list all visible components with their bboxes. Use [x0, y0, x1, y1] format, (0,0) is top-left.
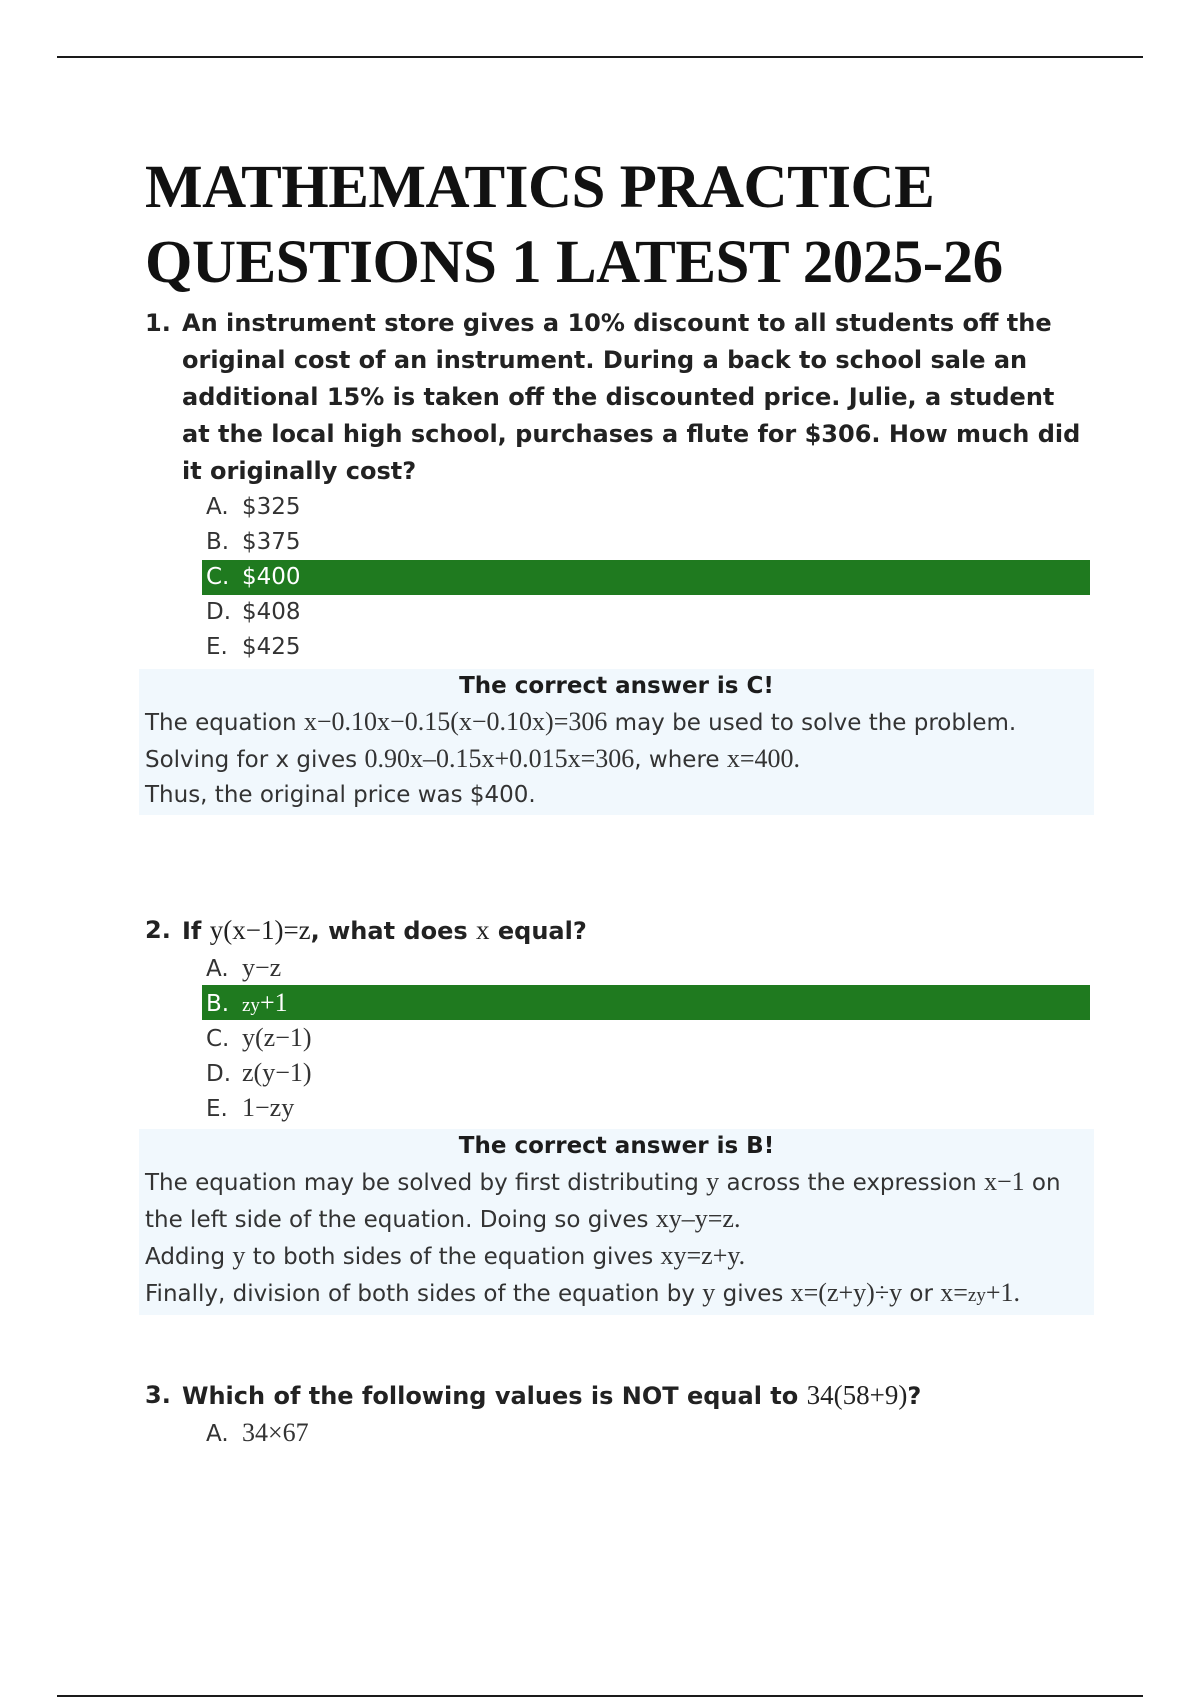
text: on — [1024, 1170, 1061, 1196]
option-a — [202, 1415, 1090, 1450]
option-text: $375 — [242, 529, 301, 555]
options-list — [202, 950, 1090, 1125]
text: or — [902, 1281, 941, 1307]
explanation-line — [145, 1238, 1088, 1275]
option-d — [202, 1055, 1090, 1090]
variable: y — [232, 1241, 246, 1270]
option-letter: D. — [206, 1061, 232, 1087]
equation: y(z−1) — [242, 1023, 312, 1052]
text: to both sides of the equation gives — [245, 1244, 661, 1270]
equation: +1. — [985, 1278, 1021, 1307]
text: Finally, division of both sides of the equation by — [145, 1281, 703, 1307]
equation: z(y−1) — [242, 1058, 312, 1087]
option-text: $408 — [242, 599, 301, 625]
options-list — [202, 1415, 1090, 1450]
title-line-2: QUESTIONS 1 LATEST 2025-26 — [145, 229, 1003, 296]
explanation-line — [145, 704, 1088, 741]
equation: x−0.10x−0.15(x−0.10x)=306 — [303, 707, 608, 736]
option-a — [202, 490, 1090, 525]
answer-heading: The correct answer is B! — [458, 1133, 775, 1159]
fraction: zy — [967, 1285, 986, 1306]
text: Which of the following values is NOT equal to — [182, 1382, 807, 1410]
equation: x= — [940, 1278, 968, 1307]
top-rule — [57, 56, 1143, 58]
text: gives — [715, 1281, 791, 1307]
question-number: 3. — [145, 1381, 171, 1409]
question-3 — [145, 1377, 1090, 1415]
equation: 34×67 — [242, 1418, 309, 1447]
explanation-line — [145, 741, 1088, 778]
option-letter: C. — [206, 564, 230, 590]
option-text — [242, 988, 288, 1017]
option-text — [242, 953, 282, 982]
question-text: An instrument store gives a 10% discount to all students off the original cost of an instrument. During a back to school sale an additional 15% is taken off the discounted price. Julie, a student at the local high school, purchases a flute for $306. How much did it originally cost? — [182, 309, 1081, 485]
text: equal? — [489, 917, 587, 945]
option-a — [202, 950, 1090, 985]
option-b — [202, 525, 1090, 560]
option-letter: E. — [206, 1096, 228, 1122]
equation: 34(58+9) — [806, 1380, 908, 1410]
question-1 — [145, 305, 1090, 490]
text: The equation may be solved by first distributing — [145, 1170, 707, 1196]
explanation-line — [145, 1164, 1088, 1201]
option-e — [202, 1090, 1090, 1125]
equation: xy=z+y. — [660, 1241, 746, 1270]
equation: 1−zy — [242, 1093, 295, 1122]
variable: y — [706, 1167, 720, 1196]
option-letter: D. — [206, 599, 232, 625]
option-d — [202, 595, 1090, 630]
text: , what does — [310, 917, 476, 945]
equation: x−1 — [983, 1167, 1025, 1196]
bottom-rule — [57, 1695, 1143, 1697]
variable: x — [476, 915, 490, 945]
text: If — [182, 917, 210, 945]
text: ? — [907, 1382, 922, 1410]
option-text: $400 — [242, 564, 301, 590]
option-letter: B. — [206, 529, 230, 555]
title-line-1: MATHEMATICS PRACTICE — [145, 154, 935, 221]
option-b-correct — [202, 985, 1090, 1020]
option-text — [242, 1418, 309, 1447]
text: The equation — [145, 710, 304, 736]
text: Solving for x gives — [145, 747, 365, 773]
document-body — [145, 150, 1090, 1450]
page-title — [145, 150, 1090, 300]
equation: x=400. — [726, 744, 801, 773]
answer-heading: The correct answer is C! — [459, 673, 774, 699]
text: may be used to solve the problem. — [607, 710, 1017, 736]
option-letter: A. — [206, 494, 229, 520]
option-letter: C. — [206, 1026, 230, 1052]
option-text: $425 — [242, 634, 301, 660]
text: across the expression — [719, 1170, 984, 1196]
options-list — [202, 490, 1090, 665]
explanation-line — [145, 1201, 1088, 1238]
text: , where — [634, 747, 727, 773]
option-text — [242, 1093, 295, 1122]
option-text: $325 — [242, 494, 301, 520]
equation: x=(z+y)÷y — [790, 1278, 903, 1307]
text: the left side of the equation. Doing so gives — [145, 1207, 656, 1233]
equation: y−z — [242, 953, 282, 982]
option-letter: A. — [206, 1421, 229, 1447]
question-number: 2. — [145, 916, 171, 944]
fraction: zy — [242, 995, 260, 1016]
option-c — [202, 1020, 1090, 1055]
question-number: 1. — [145, 309, 171, 337]
option-letter: A. — [206, 956, 229, 982]
explanation-line: Thus, the original price was $400. — [145, 782, 536, 808]
option-letter: B. — [206, 991, 230, 1017]
option-text — [242, 1058, 312, 1087]
option-text — [242, 1023, 312, 1052]
equation: 0.90x–0.15x+0.015x=306 — [364, 744, 635, 773]
option-c-correct — [202, 560, 1090, 595]
answer-explanation — [139, 1129, 1094, 1315]
equation: xy–y=z. — [655, 1204, 741, 1233]
equation: +1 — [259, 988, 288, 1017]
explanation-line — [145, 1275, 1088, 1313]
equation: y(x−1)=z — [209, 915, 311, 945]
variable: y — [702, 1278, 716, 1307]
question-2 — [145, 912, 1090, 950]
answer-explanation — [139, 669, 1094, 815]
option-letter: E. — [206, 634, 228, 660]
option-e — [202, 630, 1090, 665]
text: Adding — [145, 1244, 233, 1270]
